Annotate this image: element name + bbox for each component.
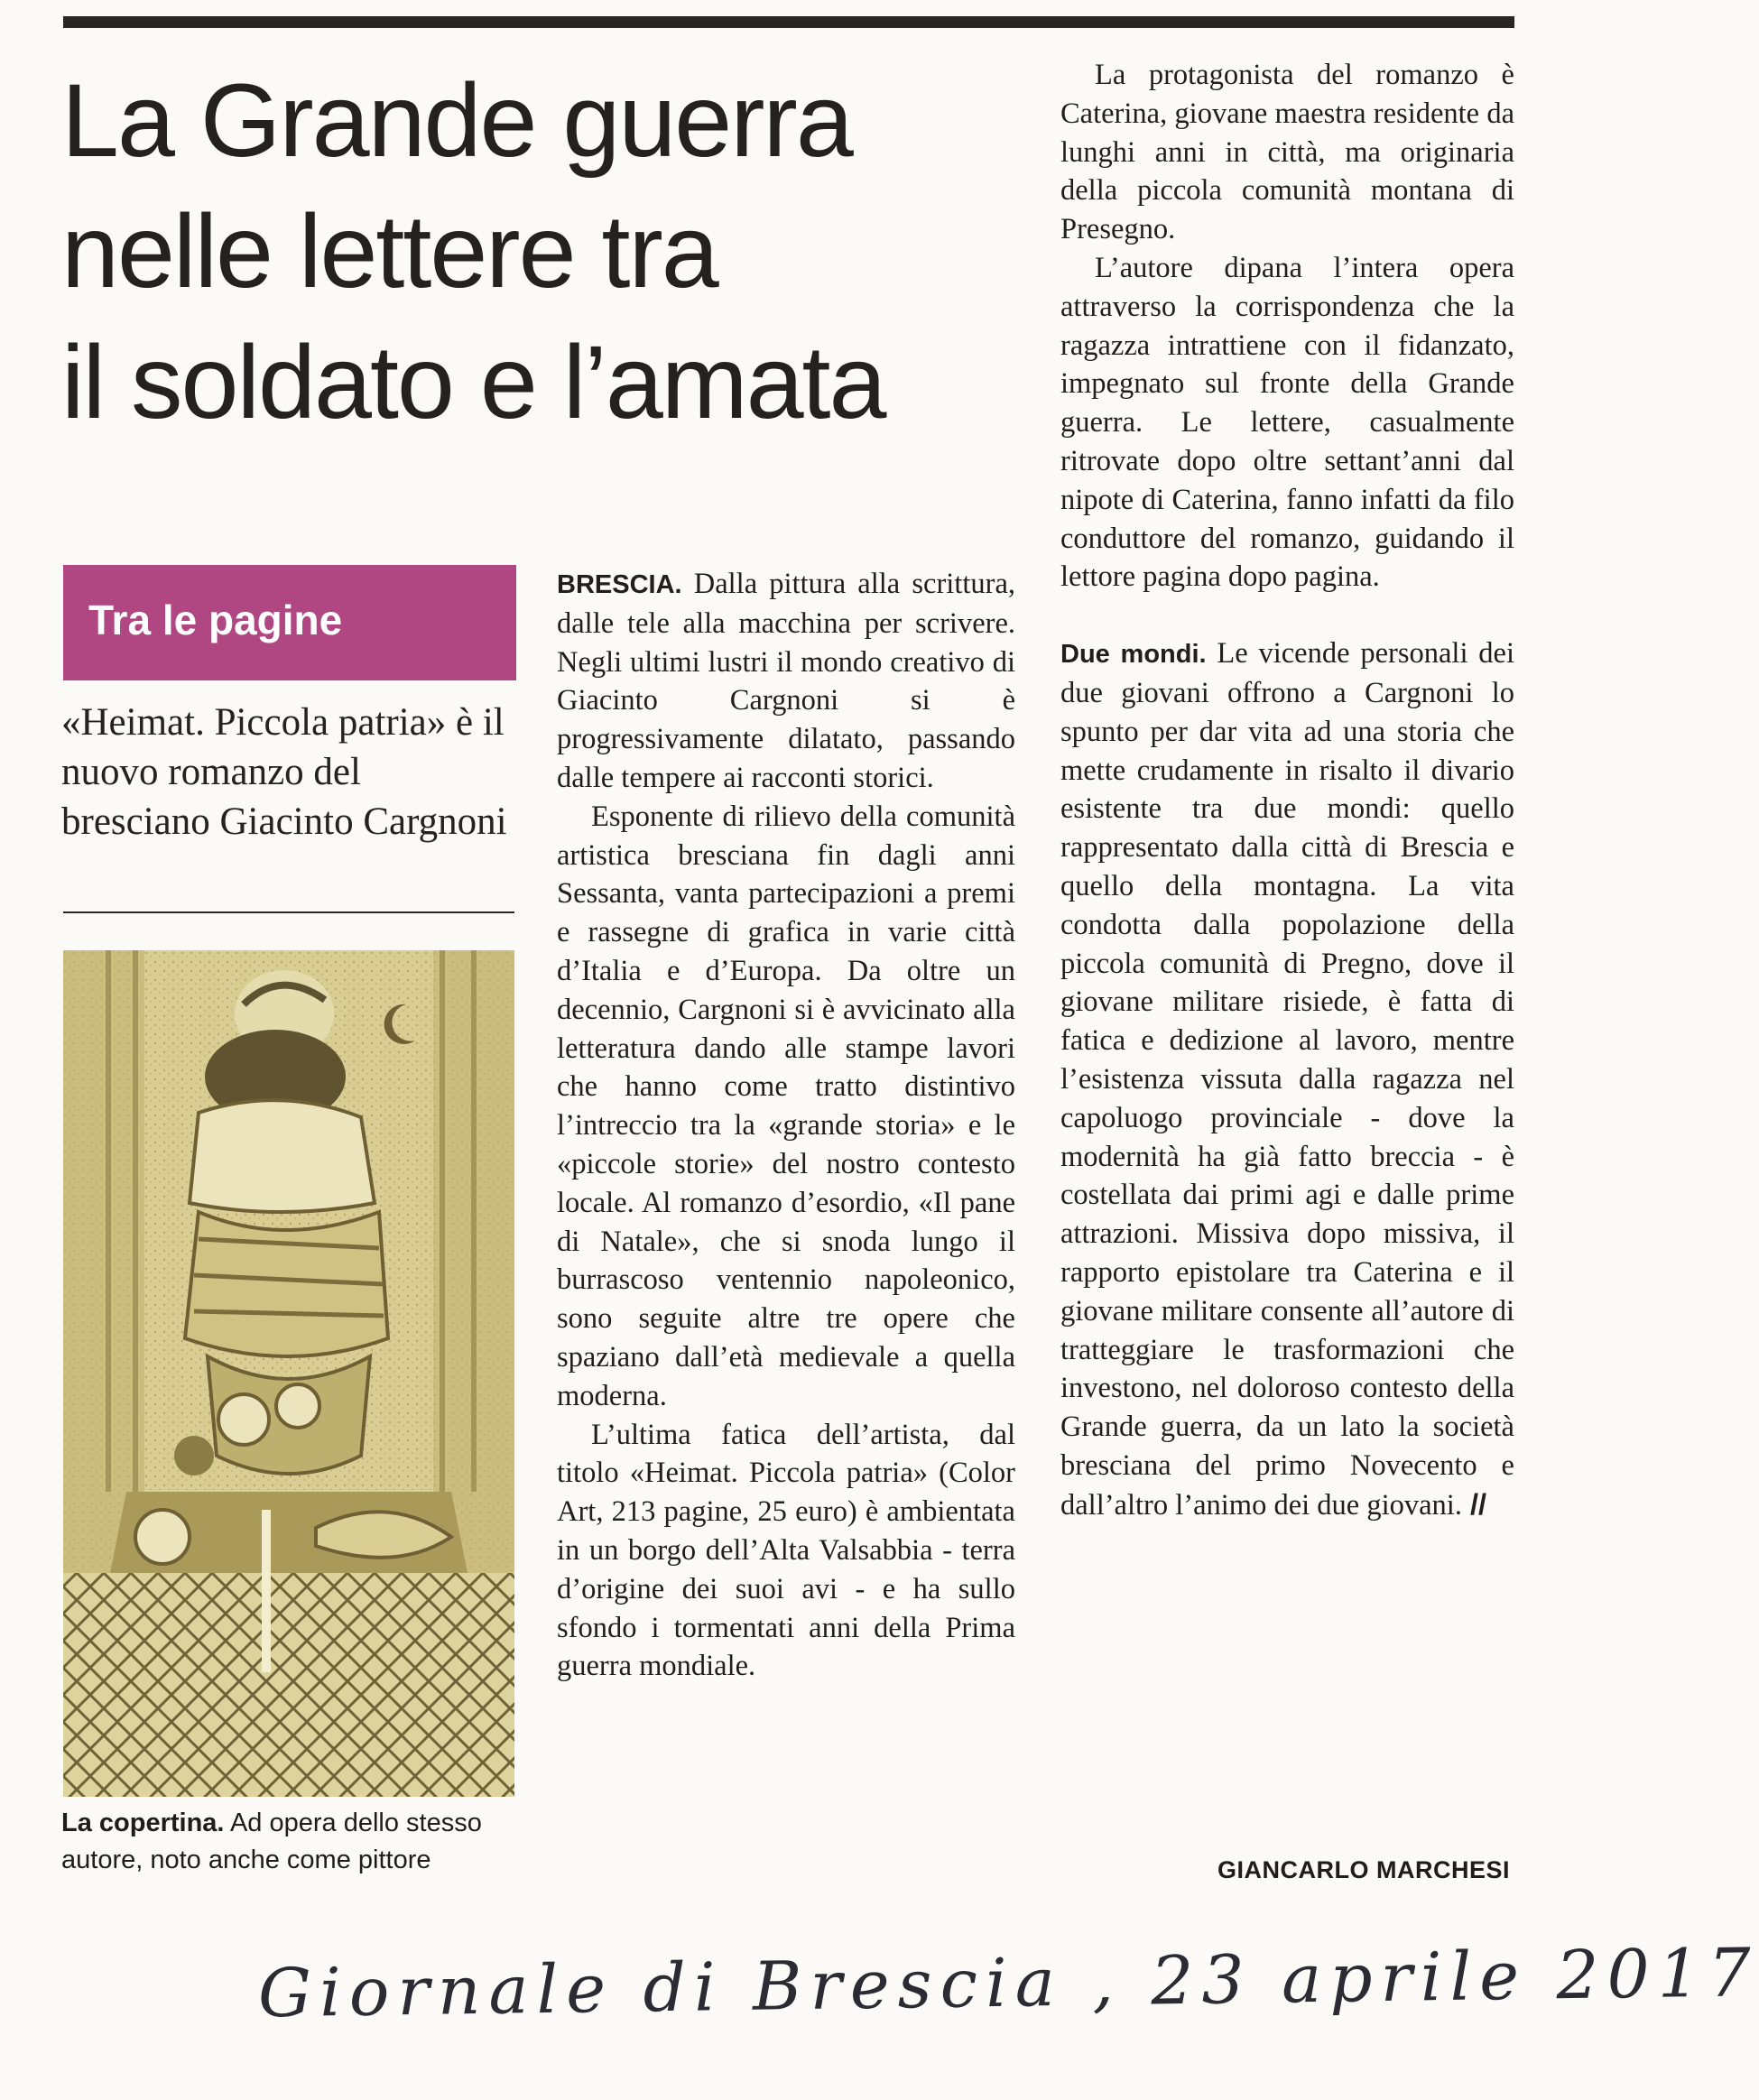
headline-line-1: La Grande guerra [61, 63, 852, 179]
handwritten-note: Giornale di Brescia , 23 aprile 2017 [257, 1934, 1759, 2033]
end-mark: // [1461, 1487, 1487, 1521]
headline-line-3: il soldato e l’amata [61, 325, 885, 440]
paragraph-text: Le vicende personali dei due giovani offrono a Cargnoni lo spunto per dar vita ad una storia che mette crudamente in risalto il divario esistente tra due mondi: quello rappresentato dalla città di Brescia e quello della montagna. La vita condotta dalla popolazione della piccola comunità di Pregno, dove il giovane militare risiede, è fatta di fatica e dedizione al lavoro, mentre l’esistenza vissuta dalla ragazza nel capoluogo provinciale - dove la modernità ha già fatto breccia - è costellata dai primi agi e dalle prime attrazioni. Missiva dopo missiva, il rapporto epistolare tra Caterina e il giovane militare consente all’autore di tratteggiare le trasformazioni che investono, nel doloroso contesto della Grande guerra, da un lato la società bresciana del primo Novecento e dall’altro l’animo dei due giovani. [1060, 637, 1514, 1522]
byline: GIANCARLO MARCHESI [1217, 1856, 1510, 1883]
paragraph-text: Dalla pittura alla scrittura, dalle tele alla macchina per scrivere. Negli ultimi lustri il mondo creativo di Giacinto Cargnoni si è progressivamente dilatato, passando dalle tempere ai racconti storici. [557, 568, 1015, 794]
body-column-2 [557, 565, 1015, 1686]
body-column-3 [1060, 56, 1514, 1524]
headline-line-2: nelle lettere tra [61, 194, 717, 310]
paragraph: Esponente di rilievo della comunità artistica bresciana fin dagli anni Sessanta, vanta partecipazioni a premi e rassegne di grafica in varie città d’Italia e d’Europa. Da oltre un decennio, Cargnoni si è avvicinato alla letteratura dando alle stampe lavori che hanno come tratto distintivo l’intreccio tra la «grande storia» e le «piccole storie» del nostro contesto locale. Al romanzo d’esordio, «Il pane di Natale», che si snoda lungo il burrascoso ventennio napoleonico, sono seguite altre tre opere che spaziano dall’età medievale a quella moderna. [557, 800, 1015, 1412]
book-cover-image [63, 950, 514, 1797]
paragraph: L’autore dipana l’intera opera attraverso la corrispondenza che la ragazza intrattiene con il fidanzato, impegnato sul fronte della Grande guerra. Le lettere, casualmente ritrovate dopo oltre settant’anni dal nipote di Caterina, fanno infatti da filo conduttore del romanzo, guidando il lettore pagina dopo pagina. [1060, 251, 1514, 594]
caption-text: Ad opera dello stesso autore, noto anche come pittore [61, 1809, 482, 1874]
section-rubric: Tra le pagine [63, 565, 516, 680]
dateline: BRESCIA. [557, 570, 682, 599]
summary-divider [63, 911, 514, 913]
headline [61, 56, 1018, 449]
paragraph [557, 565, 1015, 798]
summary: «Heimat. Piccola patria» è il nuovo romanzo del bresciano Giacinto Cargnoni [61, 701, 507, 843]
paragraph: L’ultima fatica dell’artista, dal titolo «Heimat. Piccola patria» (Color Art, 213 pagine, 25 euro) è ambientata in un borgo dell’Alta Valsabbia - terra d’origine dei suoi avi - e ha sullo sfondo i tormentati anni della Prima guerra mondiale. [557, 1418, 1015, 1683]
subhead: Due mondi. [1060, 640, 1207, 670]
image-caption [61, 1805, 518, 1879]
caption-lead: La copertina. [61, 1809, 225, 1837]
paragraph [1060, 634, 1514, 1524]
top-rule [63, 16, 1514, 28]
paragraph: La protagonista del romanzo è Caterina, giovane maestra residente da lunghi anni in città, ma originaria della piccola comunità montana di Presegno. [1060, 59, 1514, 246]
